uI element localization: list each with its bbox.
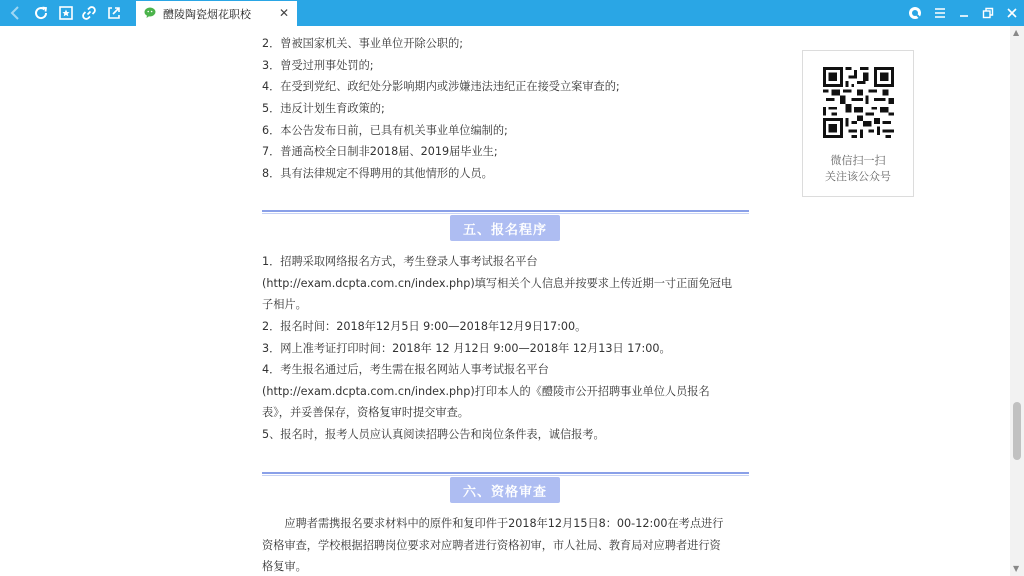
- refresh-icon[interactable]: [32, 4, 50, 22]
- paragraph-line: (http://exam.dcpta.com.cn/index.php)填写相关个人信息并按要求上传近期一寸正面免冠电: [262, 277, 733, 290]
- qr-caption: 关注该公众号: [825, 170, 891, 183]
- list-item: 5．违反计划生育政策的;: [262, 102, 385, 115]
- scrollbar-thumb[interactable]: [1013, 402, 1021, 460]
- section-divider: [262, 472, 749, 476]
- bookmark-icon[interactable]: [57, 4, 75, 22]
- list-item: 8．具有法律规定不得聘用的其他情形的人员。: [262, 167, 493, 180]
- active-tab[interactable]: [136, 1, 297, 26]
- browser-toolbar: [0, 0, 1024, 26]
- menu-icon[interactable]: [932, 5, 948, 21]
- scroll-up-icon[interactable]: ▲: [1013, 28, 1020, 37]
- close-icon[interactable]: [1004, 5, 1020, 21]
- share-icon[interactable]: [105, 4, 123, 22]
- section-title: 六、资格审查: [450, 477, 560, 503]
- restore-icon[interactable]: [980, 5, 996, 21]
- tab-title: 醴陵陶瓷烟花职校: [163, 8, 251, 21]
- section-divider: [262, 210, 749, 214]
- qr-code-card: [802, 50, 914, 197]
- back-icon[interactable]: [7, 4, 25, 22]
- paragraph-line: 1．招聘采取网络报名方式，考生登录人事考试报名平台: [262, 255, 538, 268]
- minimize-icon[interactable]: [956, 5, 972, 21]
- list-item: 4．在受到党纪、政纪处分影响期内或涉嫌违法违纪正在接受立案审查的;: [262, 80, 620, 93]
- assistant-icon[interactable]: [907, 5, 923, 21]
- paragraph-line: 4．考生报名通过后，考生需在报名网站人事考试报名平台: [262, 363, 549, 376]
- qr-code-image: [823, 67, 894, 138]
- section-title: 五、报名程序: [450, 215, 560, 241]
- paragraph-line: 资格审查，学校根据招聘岗位要求对应聘者进行资格初审，市人社局、教育局对应聘者进行资: [262, 539, 721, 552]
- list-item: 2．曾被国家机关、事业单位开除公职的;: [262, 37, 464, 50]
- list-item: 6．本公告发布日前，已具有机关事业单位编制的;: [262, 124, 508, 137]
- page-content: [0, 26, 1010, 576]
- paragraph-line: (http://exam.dcpta.com.cn/index.php)打印本人的《醴陵市公开招聘事业单位人员报名: [262, 385, 710, 398]
- list-item: 3．曾受过刑事处罚的;: [262, 59, 374, 72]
- paragraph-line: 2．报名时间：2018年12月5日 9:00—2018年12月9日17:00。: [262, 320, 587, 333]
- paragraph-line: 5、报名时，报考人员应认真阅读招聘公告和岗位条件表，诚信报考。: [262, 428, 605, 441]
- tab-close-button[interactable]: ✕: [279, 6, 290, 20]
- paragraph-line: 格复审。: [262, 560, 307, 573]
- vertical-scrollbar[interactable]: [1010, 26, 1024, 576]
- link-icon[interactable]: [80, 4, 98, 22]
- paragraph-line: 3．网上准考证打印时间：2018年 12 月12日 9:00—2018年 12月13日 17:00。: [262, 342, 671, 355]
- paragraph-line: 应聘者需携报名要求材料中的原件和复印件于2018年12月15日8：00-12:00在考点进行: [262, 517, 724, 530]
- qr-caption: 微信扫一扫: [830, 154, 886, 167]
- list-item: 7．普通高校全日制非2018届、2019届毕业生;: [262, 145, 498, 158]
- paragraph-line: 子相片。: [262, 298, 307, 311]
- wechat-icon: [144, 6, 158, 20]
- paragraph-line: 表》，并妥善保存，资格复审时提交审查。: [262, 406, 469, 419]
- scroll-down-icon[interactable]: ▼: [1013, 564, 1020, 573]
